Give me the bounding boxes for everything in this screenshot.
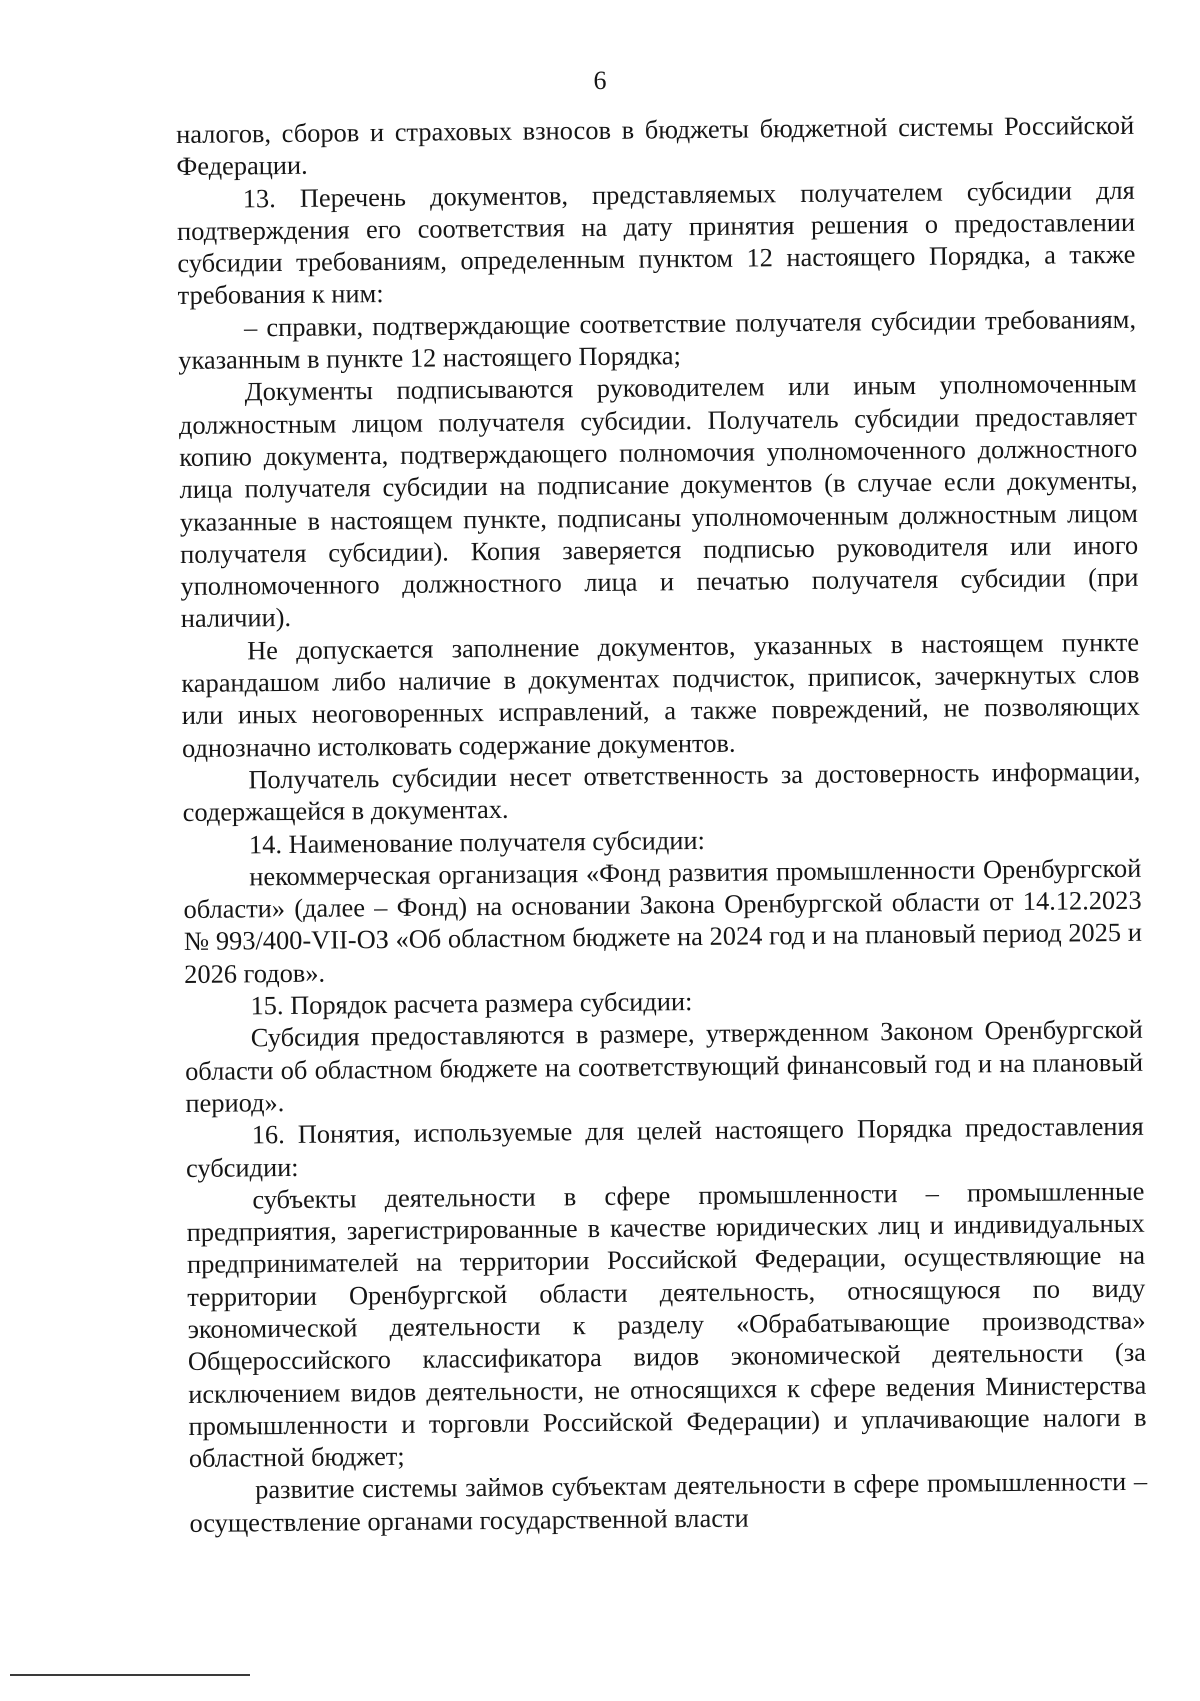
paragraph-item-14: 14. Наименование получателя субсидии:: [248, 824, 705, 859]
paragraph-item-15: 15. Порядок расчета размера субсидии:: [250, 986, 693, 1021]
paragraph-definition-subjects: субъекты деятельности в сфере промышленности – промышленные предприятия, зарегистрированные в качестве юридических лиц и индивидуальных предпринимателей на территории Российской Федерации, осуществляющие на территории Оренбургской области деятельность, относящуюся по виду экономической деятельности к разделу «Обрабатывающие производства» Общероссийского классификатора видов экономической деятельности (за исключением видов деятельности, не относящихся к сфере ведения Министерства промышленности и торговли Российской Федерации) и уплачивающие налоги в областной бюджет;: [186, 1175, 1147, 1474]
paragraph-subsidy-amount: Субсидия предоставляются в размере, утвержденном Законом Оренбургской области об областном бюджете на соответствующий финансовый год и на плановый период».: [185, 1014, 1144, 1118]
paragraph-continuation: налогов, сборов и страховых взносов в бюджеты бюджетной системы Российской Федерации.: [176, 109, 1135, 182]
page-number: 6: [593, 66, 607, 95]
document-body: [176, 109, 1148, 1539]
paragraph-definition-loans: развитие системы займов субъектам деятельности в сфере промышленности – осуществление органами государственной власти: [189, 1466, 1148, 1538]
paragraph-responsibility: Получатель субсидии несет ответственность за достоверность информации, содержащейся в документах.: [182, 755, 1141, 828]
paragraph-signing: Документы подписываются руководителем или иным уполномоченным должностным лицом получателя субсидии. Получатель субсидии предоставляет копию документа, подтверждающего полномочия уполномоченного должностного лица получателя субсидии на подписание документов (в случае если документы, указанные в настоящем пункте, подписаны уполномоченным должностным лицом получателя субсидии). Копия заверяется подписью руководителя или иного уполномоченного должностного лица и печатью получателя субсидии (при наличии).: [178, 368, 1139, 634]
footnote-divider: [10, 1674, 250, 1676]
paragraph-item-16: 16. Понятия, используемые для целей настоящего Порядка предоставления субсидии:: [185, 1110, 1144, 1183]
paragraph-list-item: – справки, подтверждающие соответствие получателя субсидии требованиям, указанным в пункте 12 настоящего Порядка;: [178, 303, 1137, 376]
paragraph-item-13: 13. Перечень документов, представляемых получателем субсидии для подтверждения его соответствия на дату принятия решения о предоставлении субсидии требованиям, определенным пунктом 12 настоящего Порядка, а также требования к ним:: [176, 174, 1136, 311]
paragraph-recipient: некоммерческая организация «Фонд развития промышленности Оренбургской области» (далее – Фонд) на основании Закона Оренбургской области от 14.12.2023 № 993/400-VII-ОЗ «Об областном бюджете на 2024 год и на плановый период 2025 и 2026 годов».: [183, 852, 1143, 989]
paragraph-restrictions: Не допускается заполнение документов, указанных в настоящем пункте карандашом либо наличие в документах подчисток, приписок, зачеркнутых слов или иных неоговоренных исправлений, а также повреждений, не позволяющих однозначно истолковать содержание документов.: [181, 626, 1140, 763]
